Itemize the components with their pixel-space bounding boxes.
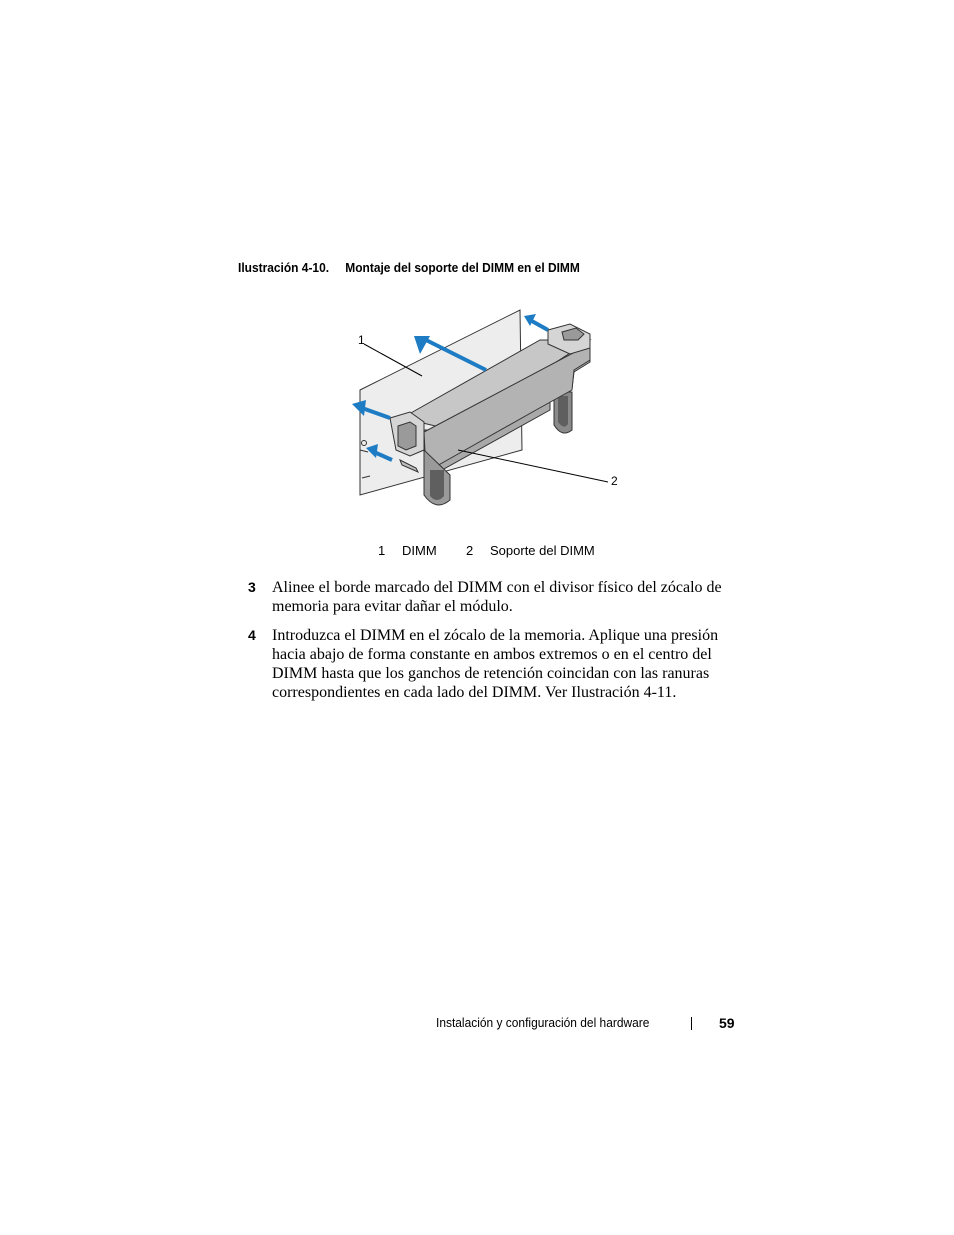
step-text: Introduzca el DIMM en el zócalo de la memoria. Aplique una presión hacia abajo de forma constante en ambos extremos o en el centro del DIMM hasta que los ganchos de retención coincidan con las ranuras correspondientes en cada lado del DIMM. Ver Ilustración 4-11. (272, 627, 719, 701)
callout-2-leader (458, 450, 608, 482)
step-3 (248, 578, 728, 616)
callout-1-number: 1 (358, 333, 365, 347)
footer-section-title: Instalación y configuración del hardware (436, 1015, 650, 1030)
dimm-illustration (340, 300, 630, 520)
legend-2-number: 2 (466, 543, 474, 558)
callout-1-leader (364, 344, 422, 376)
step-number: 3 (248, 579, 256, 595)
insert-arrow-head (414, 336, 430, 354)
legend-2-label: Soporte del DIMM (490, 543, 595, 558)
footer-separator (691, 1017, 692, 1030)
legend-1-number: 1 (378, 543, 386, 558)
page-number: 59 (719, 1015, 735, 1031)
legend-1-label: DIMM (402, 543, 437, 558)
figure-caption-number: Ilustración 4-10. (238, 260, 330, 275)
figure-caption (238, 260, 580, 275)
step-number: 4 (248, 627, 256, 643)
step-4 (248, 626, 728, 702)
procedure-steps (248, 578, 728, 712)
middle-arrow-head (352, 400, 366, 416)
callout-2-number: 2 (611, 474, 618, 488)
step-text: Alinee el borde marcado del DIMM con el divisor físico del zócalo de memoria para evitar dañar el módulo. (272, 579, 722, 615)
dimm-carrier-drawing (340, 300, 630, 520)
figure-caption-title: Montaje del soporte del DIMM en el DIMM (345, 260, 580, 275)
